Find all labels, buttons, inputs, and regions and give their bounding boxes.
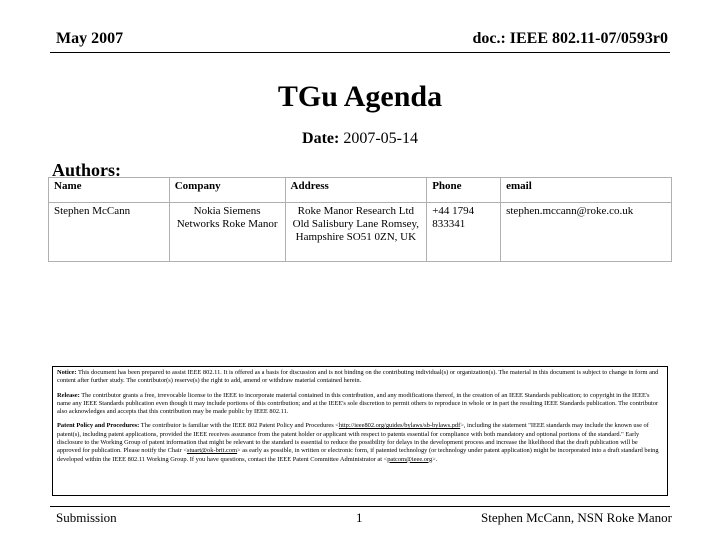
slide-title: TGu Agenda — [277, 80, 443, 113]
footer-submission: Submission — [56, 510, 117, 525]
patent-policy-link[interactable]: http://ieee802.org/guides/bylaws/sb-bylaws.pdf — [338, 422, 461, 430]
header-date: May 2007 — [56, 30, 124, 47]
header-doc-id: doc.: IEEE 802.11-07/0593r0 — [472, 30, 668, 47]
col-header-name: Name — [49, 178, 170, 203]
notice-paragraph — [57, 369, 663, 386]
release-label: Release: — [57, 391, 80, 399]
release-text: The contributor grants a free, irrevocable license to the IEEE to incorporate material contained in this contribution, and any modifications thereof, in the creation of an IEEE Standards publication; to copyright in the IEEE's name any IEEE Standards publication even though it may include portions of this contribution; and at the IEEE's sole discretion to permit others to reproduce in whole or in part the resulting IEEE Standards publication. The contributor also acknowledges and accepts that this contribution may be made public by IEEE 802.11. — [57, 391, 659, 416]
cell-email: stephen.mccann@roke.co.uk — [501, 203, 672, 262]
cell-name: Stephen McCann — [49, 203, 170, 262]
patent-text-4: >. — [432, 455, 438, 463]
table-row — [49, 203, 672, 262]
notice-text: This document has been prepared to assist IEEE 802.11. It is offered as a basis for discussion and is not binding on the contributing individual(s) or organization(s). The material in this document is subject to change in form and content after further study. The contributor(s) reserve(s) the right to add, amend or withdraw material contained herein. — [57, 369, 659, 385]
patent-text-2: >, including the statement "IEEE standards may include the known use of patent(s), including patent applications, provided the IEEE receives assurance from the patent holder or applicant with respect to patents essential for compliance with both mandatory and optional portions of the standard." Early disclosure to the Working Group of patent information that might be relevant to the standard is essential to reduce the possibility for delays in the development process and increase the likelihood that the draft publication will be approved for publication. Please notify the Chair < — [57, 422, 649, 455]
col-header-company: Company — [169, 178, 285, 203]
patent-paragraph — [57, 422, 663, 463]
date-value: 2007-05-14 — [343, 130, 418, 147]
col-header-email: email — [501, 178, 672, 203]
chair-email-link[interactable]: stuart@ok-brit.com — [186, 447, 238, 455]
col-header-address: Address — [285, 178, 427, 203]
patent-text-3: > as early as possible, in written or electronic form, if patented technology (or technology under patent application) might be incorporated into a draft standard being developed within the IEEE 802.11 Working Group. If you have questions, contact the IEEE Patent Committee Administrator at < — [57, 447, 659, 463]
date-line — [0, 130, 720, 148]
release-paragraph — [57, 392, 663, 417]
table-header-row — [49, 178, 672, 203]
header-rule — [50, 52, 670, 53]
authors-table — [48, 177, 672, 262]
footer-rule — [50, 506, 670, 507]
date-label: Date: — [302, 130, 340, 147]
notice-box — [52, 366, 668, 496]
authors-heading: Authors: — [52, 160, 122, 180]
cell-address: Roke Manor Research Ltd Old Salisbury Lane Romsey, Hampshire SO51 0ZN, UK — [285, 203, 427, 262]
admin-email-link[interactable]: patcom@ieee.org — [387, 455, 433, 463]
cell-phone: +44 1794 833341 — [427, 203, 501, 262]
col-header-phone: Phone — [427, 178, 501, 203]
patent-label: Patent Policy and Procedures: — [57, 422, 140, 430]
patent-text-1: The contributor is familiar with the IEEE 802 Patent Policy and Procedures < — [140, 422, 339, 430]
notice-label: Notice: — [57, 369, 77, 376]
footer-author: Stephen McCann, NSN Roke Manor — [480, 510, 672, 525]
footer-page-number: 1 — [356, 510, 363, 525]
cell-company: Nokia Siemens Networks Roke Manor — [169, 203, 285, 262]
